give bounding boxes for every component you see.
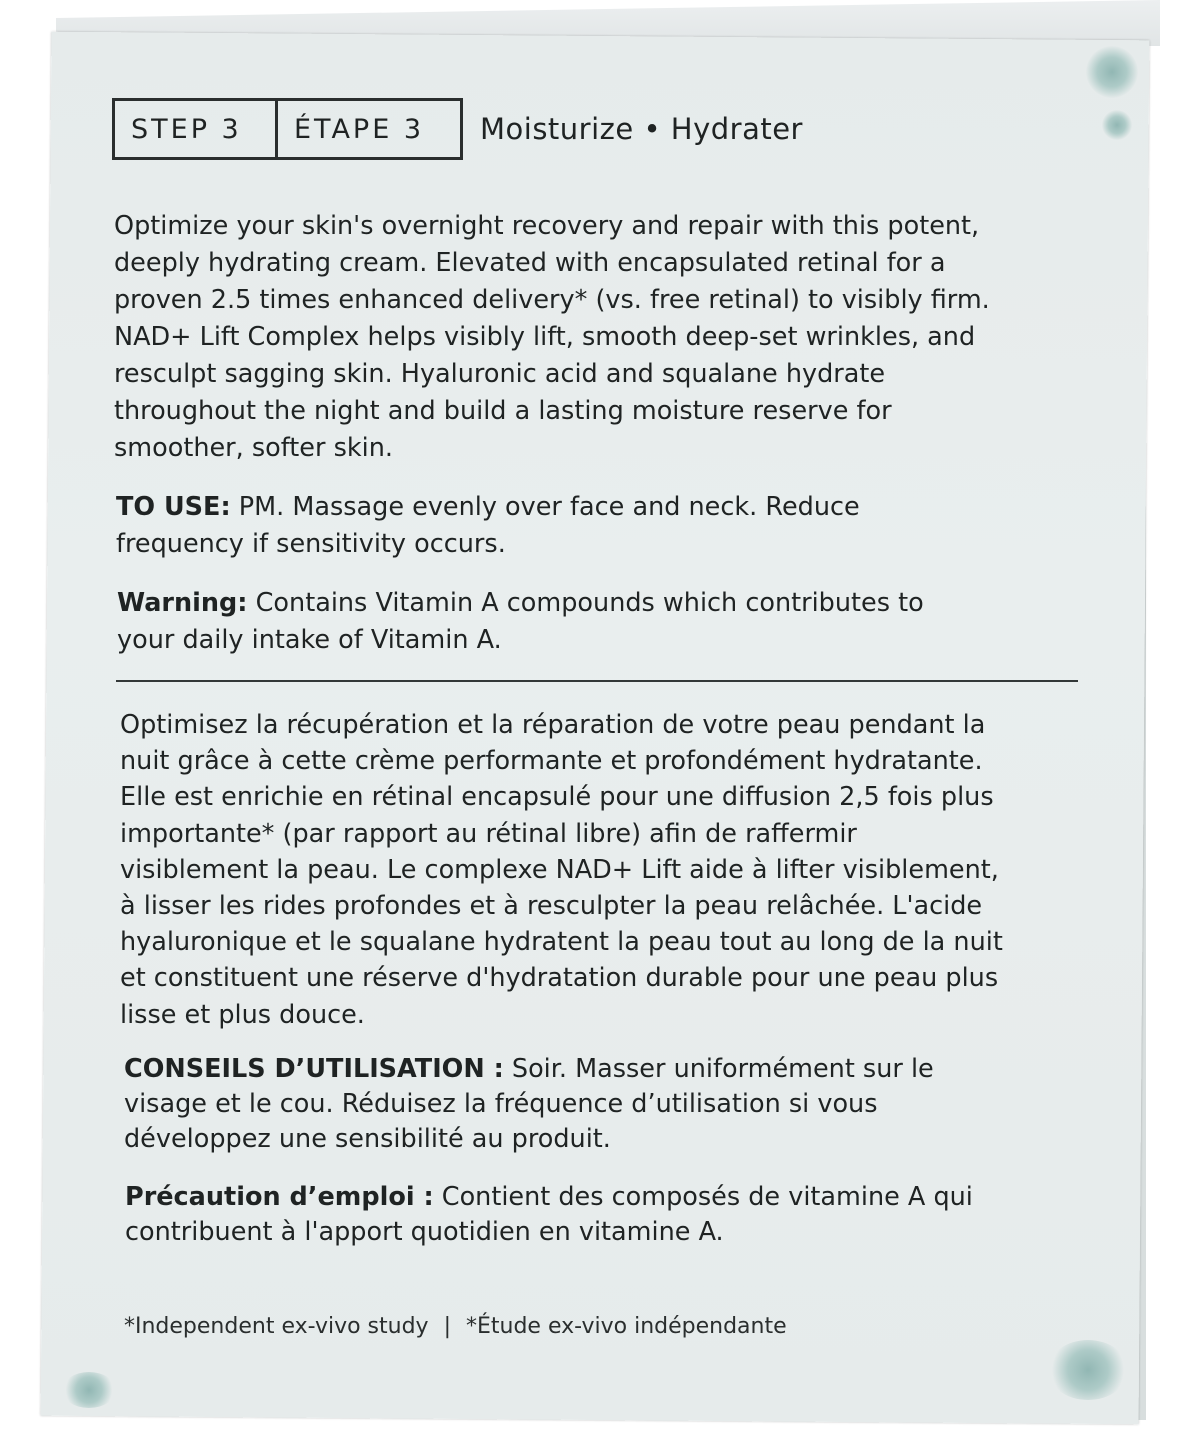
- description-line: Optimize your skin's overnight recovery and repair with this potent,: [114, 211, 980, 241]
- french-caution: [125, 1180, 973, 1250]
- footnote-en: *Independent ex-vivo study: [124, 1314, 429, 1339]
- french-description: [120, 707, 1003, 1033]
- caution-text: contribuent à l'apport quotidien en vitamine A.: [125, 1217, 724, 1247]
- step-title: Moisturize • Hydrater: [480, 112, 803, 146]
- usage-text: développez une sensibilité au produit.: [124, 1124, 611, 1154]
- step-badge: [112, 98, 463, 160]
- caution-label: Précaution d’emploi :: [125, 1182, 434, 1212]
- to-use-text: PM. Massage evenly over face and neck. Reduce: [230, 492, 860, 522]
- description-line: throughout the night and build a lasting moisture reserve for: [114, 396, 892, 426]
- description-line: resculpt sagging skin. Hyaluronic acid and squalane hydrate: [114, 359, 886, 389]
- warning-label: Warning:: [117, 588, 248, 618]
- footnote-separator: |: [443, 1314, 451, 1339]
- description-line: lisse et plus douce.: [120, 999, 365, 1030]
- description-line: Optimisez la récupération et la réparation de votre peau pendant la: [120, 710, 986, 740]
- language-divider: [116, 680, 1078, 682]
- footnote-fr: *Étude ex-vivo indépendante: [466, 1314, 787, 1339]
- description-line: deeply hydrating cream. Elevated with encapsulated retinal for a: [114, 248, 946, 278]
- usage-text: visage et le cou. Réduisez la fréquence d’utilisation si vous: [124, 1089, 878, 1119]
- french-usage: [124, 1052, 934, 1157]
- usage-label: CONSEILS D’UTILISATION :: [124, 1054, 504, 1084]
- description-line: nuit grâce à cette crème performante et profondément hydratante.: [120, 746, 983, 777]
- usage-text: Soir. Masser uniformément sur le: [503, 1054, 934, 1084]
- description-line: et constituent une réserve d'hydratation durable pour une peau plus: [120, 963, 999, 994]
- english-warning: [117, 585, 924, 659]
- description-line: importante* (par rapport au rétinal libre) afin de raffermir: [120, 818, 857, 849]
- step-label-en: STEP 3: [115, 101, 278, 157]
- footnote: [124, 1314, 787, 1339]
- description-line: visiblement la peau. Le complexe NAD+ Lift aide à lifter visiblement,: [120, 854, 999, 885]
- step-label-fr: ÉTAPE 3: [294, 113, 425, 145]
- description-line: Elle est enrichie en rétinal encapsulé pour une diffusion 2,5 fois plus: [120, 782, 994, 813]
- description-line: smoother, softer skin.: [114, 433, 393, 463]
- warning-text: Contains Vitamin A compounds which contributes to: [247, 588, 924, 618]
- description-line: NAD+ Lift Complex helps visibly lift, smooth deep-set wrinkles, and: [114, 322, 976, 352]
- description-line: hyaluronique et le squalane hydratent la peau tout au long de la nuit: [120, 927, 1003, 958]
- english-to-use: [116, 489, 860, 563]
- to-use-text: frequency if sensitivity occurs.: [116, 529, 506, 559]
- caution-text: Contient des composés de vitamine A qui: [433, 1182, 973, 1212]
- description-line: proven 2.5 times enhanced delivery* (vs. free retinal) to visibly firm.: [114, 285, 990, 315]
- description-line: à lisser les rides profondes et à resculpter la peau relâchée. L'acide: [120, 891, 983, 922]
- to-use-label: TO USE:: [116, 492, 231, 522]
- english-description: [114, 208, 990, 467]
- warning-text: your daily intake of Vitamin A.: [117, 625, 502, 655]
